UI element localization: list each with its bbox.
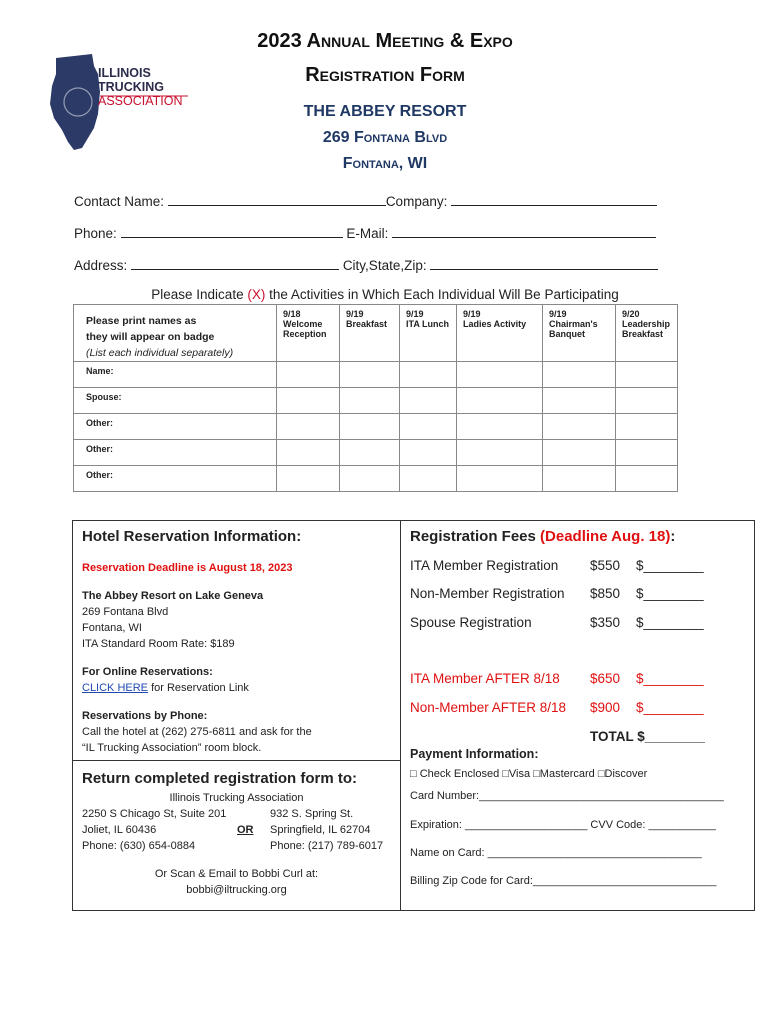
fee-item: ITA Member Registration [410,558,559,573]
company-label: Company: [385,194,448,209]
total-field[interactable]: TOTAL $________ [590,729,705,744]
fee-amount-field[interactable]: $________ [636,615,704,630]
return-address-joliet: 2250 S Chicago St, Suite 201 Joliet, IL 60436 Phone: (630) 654-0884 [82,808,227,852]
col-welcome-reception: 9/18 Welcome Reception [277,305,340,362]
scan-email-note: Or Scan & Email to Bobbi Curl at: bobbi@iltrucking.org [72,866,401,898]
table-row [74,466,678,492]
col-leadership-breakfast: 9/20 Leadership Breakfast [616,305,678,362]
late-fee-amount-field[interactable]: $________ [636,671,704,686]
venue-city: Fontana, WI [342,155,428,172]
fee-price: $550 [590,558,621,573]
late-fee-price: $650 [590,671,621,686]
row-label: Name: [74,362,277,388]
panel-divider [400,520,401,911]
or-label: OR [237,824,254,836]
expiration-cvv-field[interactable]: Expiration: ____________________ CVV Code: ___________ [410,819,716,831]
venue-street: 269 Fontana Blvd [322,129,448,146]
address-field[interactable] [74,257,658,273]
contact-name-field[interactable] [74,193,657,209]
fee-item: Spouse Registration [410,615,532,630]
col-ladies-activity: 9/19 Ladies Activity [457,305,543,362]
phone-field[interactable] [74,225,656,241]
fee-price: $850 [590,586,621,601]
row-label: Other: [74,414,277,440]
city-state-zip-label: City,State,Zip: [342,258,427,273]
fee-item: Non-Member Registration [410,586,565,601]
table-row [74,440,678,466]
fee-amount-field[interactable]: $________ [636,586,704,601]
table-row [74,414,678,440]
row-label: Other: [74,440,277,466]
payment-heading: Payment Information: [410,747,539,761]
card-number-field[interactable]: Card Number:________________________________________ [410,790,724,802]
payment-method-options[interactable]: □ Check Enclosed □Visa □Mastercard □Discover [410,768,648,780]
phone-label: Phone: [74,226,117,241]
activities-instruction: Please Indicate (X) the Activities in Which Each Individual Will Be Participating [151,287,619,302]
fee-price: $350 [590,615,621,630]
venue-name: THE ABBEY RESORT [303,103,467,120]
logo-line1: ILLINOIS [98,66,151,80]
section-divider [72,760,401,761]
contact-name-label: Contact Name: [74,194,165,209]
logo-line3: ASSOCIATION [98,94,183,108]
late-fee-amount-field[interactable]: $________ [636,700,704,715]
logo-wordmark [98,66,183,108]
late-fee-item: Non-Member AFTER 8/18 [410,700,567,715]
online-reservations: For Online Reservations: CLICK HERE for Reservation Link [82,666,249,694]
hotel-address-block: The Abbey Resort on Lake Geneva 269 Fontana Blvd Fontana, WI ITA Standard Room Rate: $189 [82,590,264,650]
row-label: Other: [74,466,277,492]
fee-amount-field[interactable]: $________ [636,558,704,573]
page-title: 2023 Annual Meeting & Expo [257,30,513,52]
col-ita-lunch: 9/19 ITA Lunch [400,305,457,362]
address-label: Address: [74,258,128,273]
contact-email[interactable]: bobbi@iltrucking.org [186,884,287,896]
hotel-heading: Hotel Reservation Information: [82,528,302,545]
late-fee-item: ITA Member AFTER 8/18 [410,671,560,686]
return-heading: Return completed registration form to: [82,770,358,787]
page-subtitle: Registration Form [305,64,465,86]
phone-reservations: Reservations by Phone: Call the hotel at (262) 275-6811 and ask for the “IL Trucking Association” room block. [82,710,312,754]
activities-table [73,304,678,492]
table-row [74,362,678,388]
email-label: E-Mail: [346,226,389,241]
late-fee-price: $900 [590,700,621,715]
reservation-link[interactable]: CLICK HERE [82,682,149,694]
return-org: Illinois Trucking Association [169,792,304,804]
logo-line2: TRUCKING [98,80,164,94]
col-breakfast: 9/19 Breakfast [340,305,400,362]
name-on-card-field[interactable]: Name on Card: ___________________________________ [410,847,702,859]
hotel-deadline: Reservation Deadline is August 18, 2023 [82,562,293,574]
col-chairmans-banquet: 9/19 Chairman's Banquet [543,305,616,362]
table-row [74,388,678,414]
fees-heading: Registration Fees (Deadline Aug. 18): [410,528,676,545]
return-address-springfield: 932 S. Spring St. Springfield, IL 62704 Phone: (217) 789-6017 [270,808,384,852]
row-label: Spouse: [74,388,277,414]
badge-names-header: Please print names as they will appear on badge (List each individual separately) [74,305,277,362]
billing-zip-field[interactable]: Billing Zip Code for Card:______________________________ [410,875,717,887]
